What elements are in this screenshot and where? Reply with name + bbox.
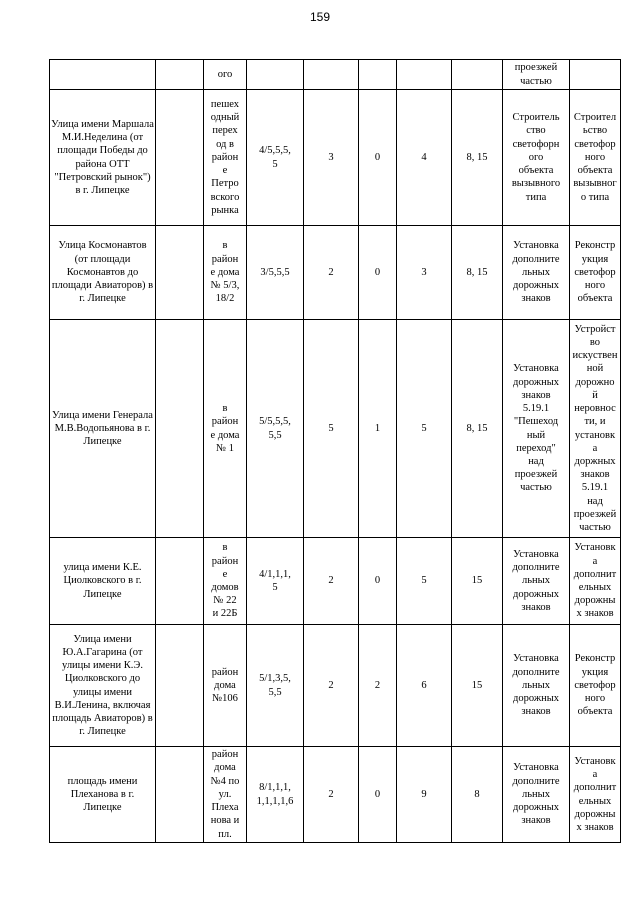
location-cell: в район е дома № 5/3, 18/2	[204, 226, 247, 320]
ratio-cell	[247, 60, 304, 90]
proposal-cell: Установк а дополнит ельных дорожны х знаков	[570, 538, 621, 625]
measure-cell: Установка дополните льных дорожных знаков	[503, 625, 570, 747]
blank-cell	[156, 747, 204, 843]
ratio-cell: 3/5,5,5	[247, 226, 304, 320]
location-cell: ого	[204, 60, 247, 90]
table-row	[50, 90, 621, 226]
table-row	[50, 60, 621, 90]
traffic-measures-table	[49, 59, 621, 843]
table-row	[50, 625, 621, 747]
street-name-cell: площадь имени Плеханова в г. Липецке	[50, 747, 156, 843]
count-cell: 3	[397, 226, 452, 320]
location-cell: пешех одный перех од в район е Петро вского рынка	[204, 90, 247, 226]
count-cell: 2	[304, 625, 359, 747]
code-cell: 15	[452, 538, 503, 625]
code-cell: 8, 15	[452, 226, 503, 320]
count-cell: 0	[359, 747, 397, 843]
location-cell: в район е дома № 1	[204, 320, 247, 538]
code-cell: 8	[452, 747, 503, 843]
count-cell: 0	[359, 538, 397, 625]
count-cell: 9	[397, 747, 452, 843]
count-cell: 2	[304, 747, 359, 843]
ratio-cell: 5/5,5,5, 5,5	[247, 320, 304, 538]
count-cell: 4	[397, 90, 452, 226]
count-cell	[397, 60, 452, 90]
measure-cell: Установка дорожных знаков 5.19.1 "Пешеход ный переход" над проезжей частью	[503, 320, 570, 538]
count-cell: 0	[359, 90, 397, 226]
blank-cell	[156, 60, 204, 90]
location-cell: район дома №106	[204, 625, 247, 747]
ratio-cell: 8/1,1,1, 1,1,1,1,6	[247, 747, 304, 843]
count-cell: 2	[304, 226, 359, 320]
table-row	[50, 226, 621, 320]
table-row	[50, 747, 621, 843]
blank-cell	[156, 538, 204, 625]
measure-cell: Установка дополните льных дорожных знаков	[503, 747, 570, 843]
table-row	[50, 320, 621, 538]
measure-cell: Строитель ство светофорн ого объекта вызывного типа	[503, 90, 570, 226]
count-cell: 2	[304, 538, 359, 625]
count-cell: 2	[359, 625, 397, 747]
ratio-cell: 4/5,5,5, 5	[247, 90, 304, 226]
measure-cell: Установка дополните льных дорожных знаков	[503, 226, 570, 320]
location-cell: в район е домов № 22 и 22Б	[204, 538, 247, 625]
blank-cell	[156, 226, 204, 320]
location-cell: район дома №4 по ул. Плеха нова и пл.	[204, 747, 247, 843]
count-cell: 3	[304, 90, 359, 226]
count-cell	[359, 60, 397, 90]
page-number: 159	[309, 10, 331, 24]
proposal-cell: Реконстр укция светофор ного объекта	[570, 625, 621, 747]
blank-cell	[156, 320, 204, 538]
proposal-cell	[570, 60, 621, 90]
ratio-cell: 4/1,1,1, 5	[247, 538, 304, 625]
proposal-cell: Строител ьство светофор ного объекта вызывног о типа	[570, 90, 621, 226]
code-cell: 8, 15	[452, 320, 503, 538]
count-cell: 5	[304, 320, 359, 538]
code-cell: 15	[452, 625, 503, 747]
measure-cell: проезжей частью	[503, 60, 570, 90]
ratio-cell: 5/1,3,5, 5,5	[247, 625, 304, 747]
proposal-cell: Реконстр укция светофор ного объекта	[570, 226, 621, 320]
blank-cell	[156, 90, 204, 226]
blank-cell	[156, 625, 204, 747]
code-cell: 8, 15	[452, 90, 503, 226]
street-name-cell: Улица имени Генерала М.В.Водопьянова в г. Липецке	[50, 320, 156, 538]
measure-cell: Установка дополните льных дорожных знаков	[503, 538, 570, 625]
count-cell: 5	[397, 320, 452, 538]
proposal-cell: Устройст во искуствен ной дорожно й неровнос ти, и установк а доржных знаков 5.19.1 над проезжей частью	[570, 320, 621, 538]
count-cell: 0	[359, 226, 397, 320]
street-name-cell: Улица Космонавтов (от площади Космонавтов до площади Авиаторов) в г. Липецке	[50, 226, 156, 320]
proposal-cell: Установк а дополнит ельных дорожны х знаков	[570, 747, 621, 843]
count-cell: 6	[397, 625, 452, 747]
count-cell	[304, 60, 359, 90]
street-name-cell: Улица имени Маршала М.И.Неделина (от площади Победы до района ОТТ "Петровский рынок") в г. Липецке	[50, 90, 156, 226]
code-cell	[452, 60, 503, 90]
street-name-cell: Улица имени Ю.А.Гагарина (от улицы имени К.Э. Циолковского до улицы имени В.И.Ленина, включая площадь Авиаторов) в г. Липецке	[50, 625, 156, 747]
table-row	[50, 538, 621, 625]
count-cell: 5	[397, 538, 452, 625]
street-name-cell: улица имени К.Е. Циолковского в г. Липецке	[50, 538, 156, 625]
street-name-cell	[50, 60, 156, 90]
count-cell: 1	[359, 320, 397, 538]
